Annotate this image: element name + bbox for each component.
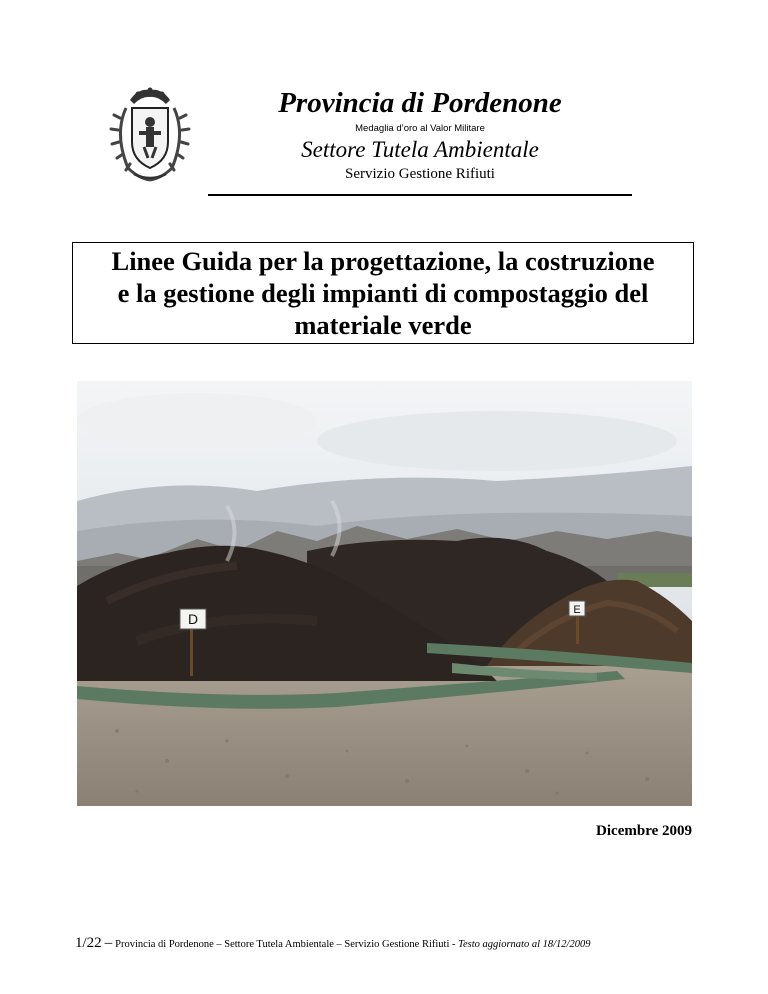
title-box [72, 242, 694, 344]
footer-text: Provincia di Pordenone – Settore Tutela Ambientale – Servizio Gestione Rifiuti - [115, 939, 459, 950]
compost-piles-photo [77, 381, 692, 806]
pile-label-e: E [573, 604, 581, 616]
coat-of-arms-icon [108, 84, 192, 184]
medal-subtitle: Medaglia d’oro al Valor Militare [355, 123, 485, 134]
document-date: Dicembre 2009 [596, 823, 692, 839]
footer-updated: Testo aggiornato al 18/12/2009 [458, 939, 591, 950]
sector-name: Settore Tutela Ambientale [301, 137, 539, 162]
province-name: Provincia di Pordenone [278, 87, 562, 119]
letterhead [230, 86, 610, 184]
document-title: Linee Guida per la progettazione, la costruzione e la gestione degli impianti di compostaggio del materiale verde [111, 246, 655, 340]
page-footer [75, 934, 590, 952]
pile-label-d: D [187, 611, 199, 627]
service-name: Servizio Gestione Rifiuti [345, 166, 495, 182]
header-divider [208, 194, 632, 196]
footer-separator: – [104, 935, 113, 951]
page-number: 1/22 [75, 935, 102, 951]
